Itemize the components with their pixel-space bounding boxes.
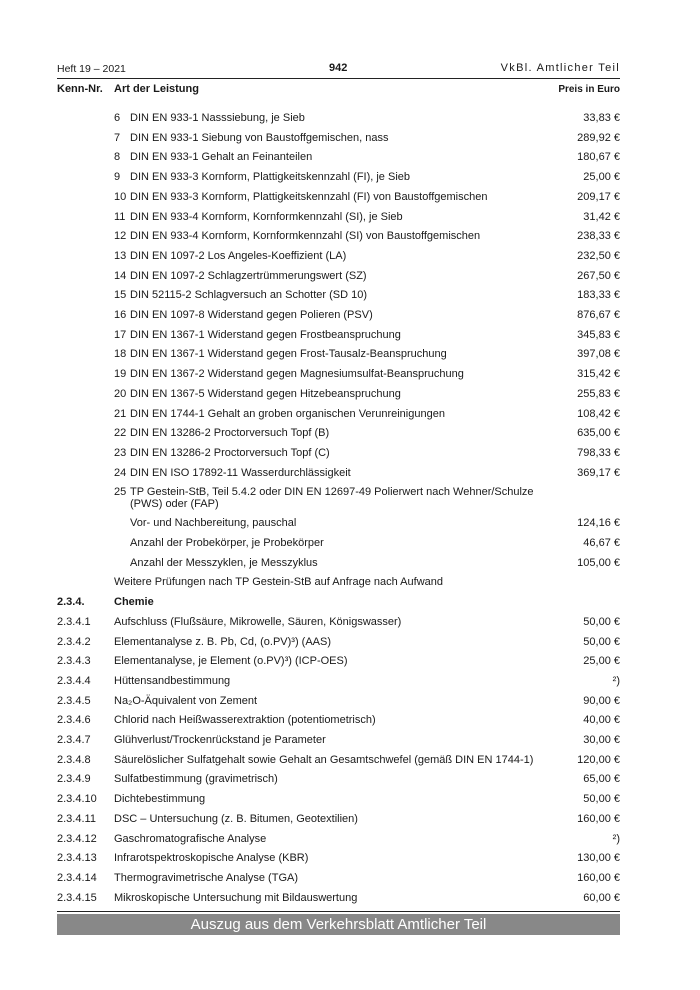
item-number: 7: [114, 131, 121, 144]
item-number: 12: [114, 230, 127, 243]
item-description: Elementanalyse z. B. Pb, Cd, (o.PV)³) (AAS): [114, 635, 332, 648]
item-description: Glühverlust/Trockenrückstand je Parameter: [114, 734, 326, 746]
item-price: 130,00 €: [577, 852, 620, 865]
item-price: 40,00 €: [583, 714, 620, 727]
item-description: Elementanalyse, je Element (o.PV)³) (ICP-OES): [114, 655, 348, 668]
item-description: DIN EN 1367-1 Widerstand gegen Frostbeanspruchung: [130, 328, 401, 341]
sub-item-description: Anzahl der Messzyklen, je Messzyklus: [130, 556, 318, 569]
item-description: DIN EN 1097-2 Los Angeles-Koeffizient (LA): [130, 249, 347, 262]
item-number: 18: [114, 348, 127, 361]
item-price: 160,00 €: [577, 812, 620, 825]
item-price: ²): [612, 832, 620, 845]
item-price: 31,42 €: [583, 210, 620, 223]
item-description-continued: (PWS) oder (FAP): [130, 498, 219, 511]
item-code: 2.3.4.2: [57, 635, 91, 648]
column-header-price: Preis in Euro: [558, 84, 620, 95]
item-description: DIN EN ISO 17892-11 Wasserdurchlässigkeit: [130, 466, 351, 479]
item-description: Na₂O-Äquivalent von Zement: [114, 694, 258, 707]
item-number: 8: [114, 151, 121, 164]
item-description: DIN EN 933-3 Kornform, Plattigkeitskennzahl (FI) von Baustoffgemischen: [130, 190, 488, 203]
item-code: 2.3.4.10: [57, 793, 97, 806]
item-code: 2.3.4.3: [57, 655, 91, 668]
item-code: 2.3.4.9: [57, 773, 91, 786]
item-description: DIN 52115-2 Schlagversuch an Schotter (SD 10): [130, 289, 368, 302]
item-price: 108,42 €: [577, 407, 620, 420]
item-number: 22: [114, 427, 127, 440]
item-code: 2.3.4.11: [57, 812, 96, 825]
item-number: 15: [114, 289, 127, 302]
item-price: 345,83 €: [577, 328, 620, 341]
item-number: 20: [114, 387, 127, 400]
item-number: 10: [114, 190, 127, 203]
page-number: 942: [329, 62, 348, 74]
item-price: 798,33 €: [577, 446, 620, 459]
journal-label: VkBl. Amtlicher Teil: [500, 62, 620, 74]
item-price: 120,00 €: [577, 753, 620, 766]
item-description: Mikroskopische Untersuchung mit Bildauswertung: [114, 891, 358, 904]
column-header-code: Kenn-Nr.: [57, 83, 103, 95]
item-number: 9: [114, 171, 121, 184]
item-number: 17: [114, 328, 127, 341]
item-code: 2.3.4.1: [57, 615, 91, 628]
item-number: 19: [114, 368, 127, 381]
sub-item-description: Vor- und Nachbereitung, pauschal: [130, 517, 297, 530]
item-code: 2.3.4.6: [57, 714, 91, 727]
item-price: 25,00 €: [583, 171, 620, 184]
item-price: 33,83 €: [583, 112, 620, 124]
item-code: 2.3.4.5: [57, 694, 91, 707]
item-code: 2.3.4.8: [57, 753, 91, 766]
column-header-service: Art der Leistung: [114, 83, 199, 95]
item-price: 180,67 €: [577, 151, 620, 164]
item-description: DIN EN 933-1 Gehalt an Feinanteilen: [130, 151, 313, 164]
item-price: ²): [612, 674, 620, 687]
sub-item-description: Anzahl der Probekörper, je Probekörper: [130, 537, 324, 549]
footer-rule: [57, 911, 620, 912]
item-price: 60,00 €: [583, 891, 620, 904]
item-price: 369,17 €: [577, 466, 620, 479]
item-description: DIN EN 933-4 Kornform, Kornformkennzahl (SI) von Baustoffgemischen: [130, 230, 481, 243]
item-description: DIN EN 933-3 Kornform, Plattigkeitskennzahl (FI), je Sieb: [130, 171, 411, 184]
item-price: 232,50 €: [577, 249, 620, 262]
item-code: 2.3.4.4: [57, 674, 91, 687]
item-number: 25: [114, 486, 127, 499]
document-page: [57, 0, 620, 990]
item-description: Säurelöslicher Sulfatgehalt sowie Gehalt an Gesamtschwefel (gemäß DIN EN 1744-1): [114, 753, 534, 766]
item-price: 255,83 €: [577, 387, 620, 400]
item-description: Infrarotspektroskopische Analyse (KBR): [114, 852, 309, 865]
item-description: DIN EN 1744-1 Gehalt an groben organischen Verunreinigungen: [130, 407, 445, 420]
page-header: [57, 62, 620, 78]
item-number: 24: [114, 466, 127, 479]
item-number: 21: [114, 407, 127, 420]
item-description: DIN EN 1097-2 Schlagzertrümmerungswert (SZ): [130, 269, 367, 282]
item-price: 183,33 €: [577, 289, 620, 302]
item-description: Hüttensandbestimmung: [114, 674, 231, 687]
item-price: 315,42 €: [577, 368, 620, 381]
item-number: 13: [114, 249, 127, 262]
item-price: 65,00 €: [583, 773, 620, 786]
item-description: Dichtebestimmung: [114, 793, 206, 806]
sub-item-price: 105,00 €: [577, 556, 620, 569]
item-description: DIN EN 933-1 Siebung von Baustoffgemischen, nass: [130, 131, 389, 144]
item-price: 25,00 €: [583, 655, 620, 668]
section-title: Chemie: [114, 596, 154, 609]
item-price: 50,00 €: [583, 793, 620, 806]
item-description: DSC – Untersuchung (z. B. Bitumen, Geotextilien): [114, 812, 358, 825]
note-text: Weitere Prüfungen nach TP Gestein-StB auf Anfrage nach Aufwand: [114, 576, 443, 589]
item-description: DIN EN 13286-2 Proctorversuch Topf (B): [130, 427, 330, 440]
item-price: 50,00 €: [583, 615, 620, 628]
item-description: DIN EN 13286-2 Proctorversuch Topf (C): [130, 446, 330, 459]
item-number: 23: [114, 446, 127, 459]
item-number: 16: [114, 309, 127, 321]
item-price: 160,00 €: [577, 871, 620, 884]
item-price: 267,50 €: [577, 269, 620, 282]
item-number: 11: [114, 210, 126, 223]
item-price: 289,92 €: [577, 131, 620, 144]
item-price: 30,00 €: [583, 734, 620, 746]
item-description: DIN EN 1097-8 Widerstand gegen Polieren (PSV): [130, 309, 373, 321]
footer-banner: Auszug aus dem Verkehrsblatt Amtlicher Teil: [57, 914, 620, 935]
item-description: TP Gestein-StB, Teil 5.4.2 oder DIN EN 12697-49 Polierwert nach Wehner/Schulze: [130, 486, 534, 499]
issue-label: Heft 19 – 2021: [57, 63, 126, 75]
item-code: 2.3.4.15: [57, 891, 97, 904]
item-price: 50,00 €: [583, 635, 620, 648]
item-code: 2.3.4.14: [57, 871, 97, 884]
item-description: Gaschromatografische Analyse: [114, 832, 267, 845]
item-price: 90,00 €: [583, 694, 620, 707]
item-description: DIN EN 1367-5 Widerstand gegen Hitzebeanspruchung: [130, 387, 401, 400]
item-description: DIN EN 1367-2 Widerstand gegen Magnesiumsulfat-Beanspruchung: [130, 368, 464, 381]
item-price: 209,17 €: [577, 190, 620, 203]
item-description: Chlorid nach Heißwasserextraktion (potentiometrisch): [114, 714, 376, 727]
item-price: 635,00 €: [577, 427, 620, 440]
item-code: 2.3.4.7: [57, 734, 91, 746]
item-code: 2.3.4.12: [57, 832, 97, 845]
item-description: Thermogravimetrische Analyse (TGA): [114, 871, 298, 884]
section-code: 2.3.4.: [57, 596, 85, 609]
item-number: 14: [114, 269, 127, 282]
item-description: DIN EN 933-1 Nasssiebung, je Sieb: [130, 112, 305, 124]
item-description: Aufschluss (Flußsäure, Mikrowelle, Säuren, Königswasser): [114, 615, 402, 628]
item-price: 397,08 €: [577, 348, 620, 361]
item-number: 6: [114, 112, 121, 124]
item-description: Sulfatbestimmung (gravimetrisch): [114, 773, 278, 786]
item-price: 238,33 €: [577, 230, 620, 243]
item-description: DIN EN 933-4 Kornform, Kornformkennzahl (SI), je Sieb: [130, 210, 403, 223]
header-rule: [57, 78, 620, 79]
table-header: [57, 83, 620, 99]
sub-item-price: 124,16 €: [577, 517, 620, 530]
sub-item-price: 46,67 €: [583, 537, 620, 549]
item-code: 2.3.4.13: [57, 852, 97, 865]
item-price: 876,67 €: [577, 309, 620, 321]
item-description: DIN EN 1367-1 Widerstand gegen Frost-Tausalz-Beanspruchung: [130, 348, 447, 361]
